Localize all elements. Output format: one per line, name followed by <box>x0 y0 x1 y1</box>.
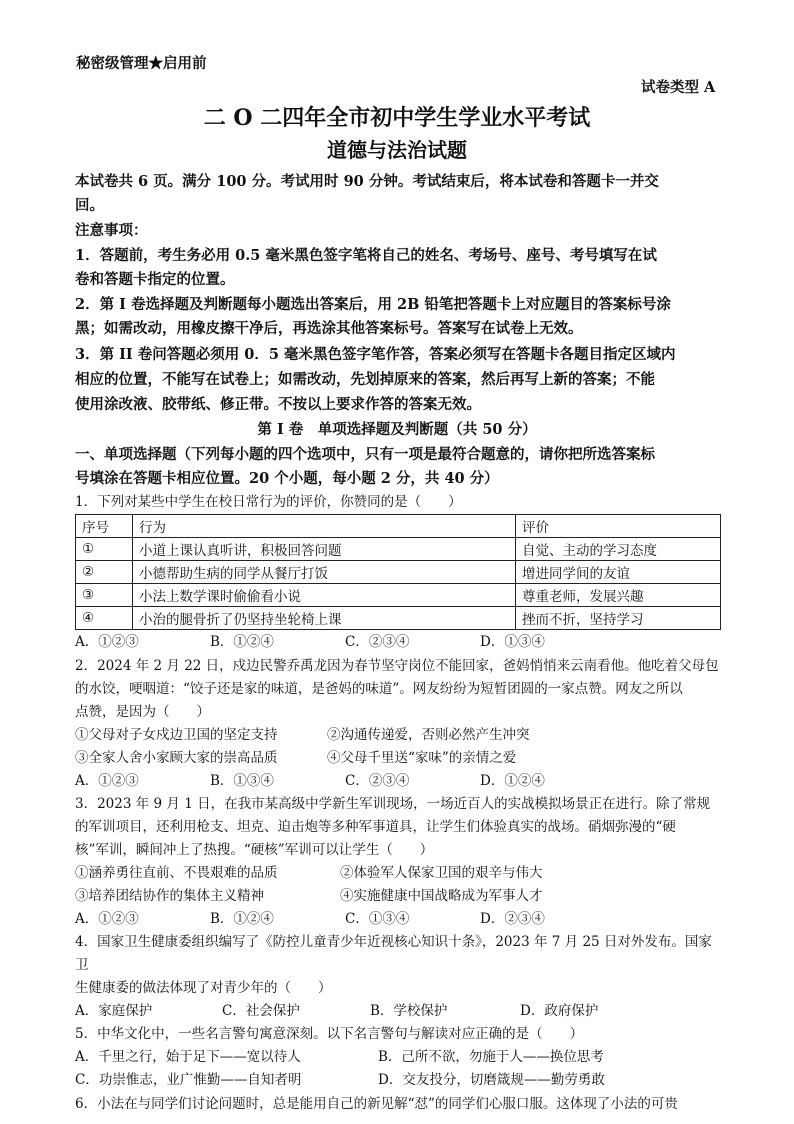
answer-option: A．①②③ <box>75 911 139 927</box>
table-header-cell: 行为 <box>133 515 516 538</box>
note-line: 相应的位置，不能写在试卷上；如需改动，先划掉原来的答案，然后再写上新的答案；不能 <box>75 371 655 388</box>
question-line: 点赞，是因为（ ） <box>75 704 210 720</box>
question-line: 3．2023 年 9 月 1 日，在我市某高级中学新生军训现场，一场近百人的实战模拟场景正在进行。除了常规 <box>75 796 711 812</box>
paper-type-label: 试卷类型 A <box>641 79 716 96</box>
secret-level-label: 秘密级管理★启用前 <box>76 55 207 72</box>
answer-option: B．①③④ <box>210 773 274 789</box>
intro-line: 本试卷共 6 页。满分 100 分。考试用时 90 分钟。考试结束后，将本试卷和答题卡一并交 <box>75 173 659 190</box>
table-header-row <box>76 515 721 538</box>
table-header-cell: 评价 <box>516 515 721 538</box>
question-line: 6．小法在与同学们讨论问题时，总是能用自己的新见解“怼”的同学们心服口服。这体现了小法的可贵 <box>75 1096 678 1112</box>
note-line: 3．第 II 卷问答题必须用 0．5 毫米黑色签字笔作答，答案必须写在答题卡各题目指定区域内 <box>75 346 676 363</box>
section-title: 第 I 卷 单项选择题及判断题（共 50 分） <box>257 421 537 438</box>
table-cell: 挫而不折，坚持学习 <box>516 607 721 630</box>
table-row <box>76 538 721 561</box>
answer-option: D．交友投分，切磨箴规——勤劳勇敢 <box>378 1072 605 1088</box>
question-line: 的水饺，哽咽道：“饺子还是家的味道，是爸妈的味道”。网友纷纷为短暂团圆的一家点赞。网友之所以 <box>75 681 683 697</box>
table-cell: ③ <box>76 584 133 607</box>
answer-option: C．功崇惟志，业广惟勤——自知者明 <box>75 1072 302 1088</box>
intro-line: 回。 <box>75 197 104 214</box>
question-line: 生健康委的做法体现了对青少年的（ ） <box>75 980 332 996</box>
question-line: 核”军训，瞬间冲上了热搜。“硬核”军训可以让学生（ ） <box>75 842 434 858</box>
table-cell: ④ <box>76 607 133 630</box>
answer-option: B．己所不欲，勿施于人——换位思考 <box>378 1049 604 1065</box>
answer-option: B．学校保护 <box>370 1003 448 1019</box>
table-cell: 自觉、主动的学习态度 <box>516 538 721 561</box>
question-line: 4．国家卫生健康委组织编写了《防控儿童青少年近视核心知识十条》，2023 年 7 月 25 日对外发布。国家 <box>75 934 712 950</box>
answer-option: D．①②④ <box>480 773 545 789</box>
statement-item: ④实施健康中国战略成为军事人才 <box>340 888 543 904</box>
notes-heading: 注意事项： <box>75 222 148 239</box>
table-cell: 小治的腿骨折了仍坚持坐轮椅上课 <box>133 607 516 630</box>
table-row <box>76 607 721 630</box>
statement-item: ②沟通传递爱，否则必然产生冲突 <box>327 727 530 743</box>
evaluation-table <box>75 514 721 630</box>
answer-option: D．政府保护 <box>520 1003 599 1019</box>
note-line: 1．答题前，考生务必用 0.5 毫米黑色签字笔将自己的姓名、考场号、座号、考号填写在试 <box>75 247 657 264</box>
table-cell: ① <box>76 538 133 561</box>
table-row <box>76 584 721 607</box>
answer-option: A．千里之行，始于足下——宽以待人 <box>75 1049 301 1065</box>
table-cell: 小道上课认真听讲，积极回答问题 <box>133 538 516 561</box>
question-line: 卫 <box>75 957 89 973</box>
answer-option: D．①③④ <box>480 634 545 650</box>
answer-option: A．家庭保护 <box>75 1003 153 1019</box>
answer-option: C．①③④ <box>345 911 410 927</box>
answer-option: D．②③④ <box>480 911 545 927</box>
table-row <box>76 561 721 584</box>
note-line: 2．第 I 卷选择题及判断题每小题选出答案后，用 2B 铅笔把答题卡上对应题目的答案标号涂 <box>75 296 671 313</box>
statement-item: ②体验军人保家卫国的艰辛与伟大 <box>340 865 543 881</box>
note-line: 使用涂改液、胶带纸、修正带。不按以上要求作答的答案无效。 <box>75 396 481 413</box>
answer-option: C．社会保护 <box>222 1003 300 1019</box>
question-line: 的军训项目，还利用枪支、坦克、迫击炮等多种军事道具，让学生们体验真实的战场。硝烟弥漫的“硬 <box>75 819 676 835</box>
table-header-cell: 序号 <box>76 515 133 538</box>
answer-option: A．①②③ <box>75 634 139 650</box>
table-cell: 小法上数学课时偷偷看小说 <box>133 584 516 607</box>
exam-subtitle: 道德与法治试题 <box>327 138 467 162</box>
answer-option: A．①②③ <box>75 773 139 789</box>
question-line: 5．中华文化中，一些名言警句寓意深刻。以下名言警句与解读对应正确的是（ ） <box>75 1026 584 1042</box>
question-stem: 1．下列对某些中学生在校日常行为的评价，你赞同的是（ ） <box>75 494 462 510</box>
statement-item: ④父母千里送“家味”的亲情之爱 <box>327 750 517 766</box>
note-line: 黑；如需改动，用橡皮擦干净后，再选涂其他答案标号。答案写在试卷上无效。 <box>75 320 583 337</box>
question-line: 2．2024 年 2 月 22 日，戍边民警乔禹龙因为春节坚守岗位不能回家，爸妈悄悄来云南看他。他吃着父母包 <box>75 658 719 674</box>
table-cell: 小德帮助生病的同学从餐厅打饭 <box>133 561 516 584</box>
answer-option: C．②③④ <box>345 773 410 789</box>
table-cell: 增进同学间的友谊 <box>516 561 721 584</box>
statement-item: ①涵养勇往直前、不畏艰难的品质 <box>75 865 278 881</box>
answer-option: B．①②④ <box>210 911 274 927</box>
exam-title: 二 O 二四年全市初中学生学业水平考试 <box>203 105 591 131</box>
statement-item: ③培养团结协作的集体主义精神 <box>75 888 264 904</box>
statement-item: ③全家人舍小家顾大家的崇高品质 <box>75 750 278 766</box>
table-cell: 尊重老师，发展兴趣 <box>516 584 721 607</box>
note-line: 卷和答题卡指定的位置。 <box>75 271 235 288</box>
statement-item: ①父母对子女戍边卫国的坚定支持 <box>75 727 278 743</box>
answer-option: B．①②④ <box>210 634 274 650</box>
table-cell: ② <box>76 561 133 584</box>
part-instructions: 号填涂在答题卡相应位置。20 个小题，每小题 2 分，共 40 分） <box>75 470 499 487</box>
answer-option: C．②③④ <box>345 634 410 650</box>
part-instructions: 一、单项选择题（下列每小题的四个选项中，只有一项是最符合题意的，请你把所选答案标 <box>75 446 655 463</box>
